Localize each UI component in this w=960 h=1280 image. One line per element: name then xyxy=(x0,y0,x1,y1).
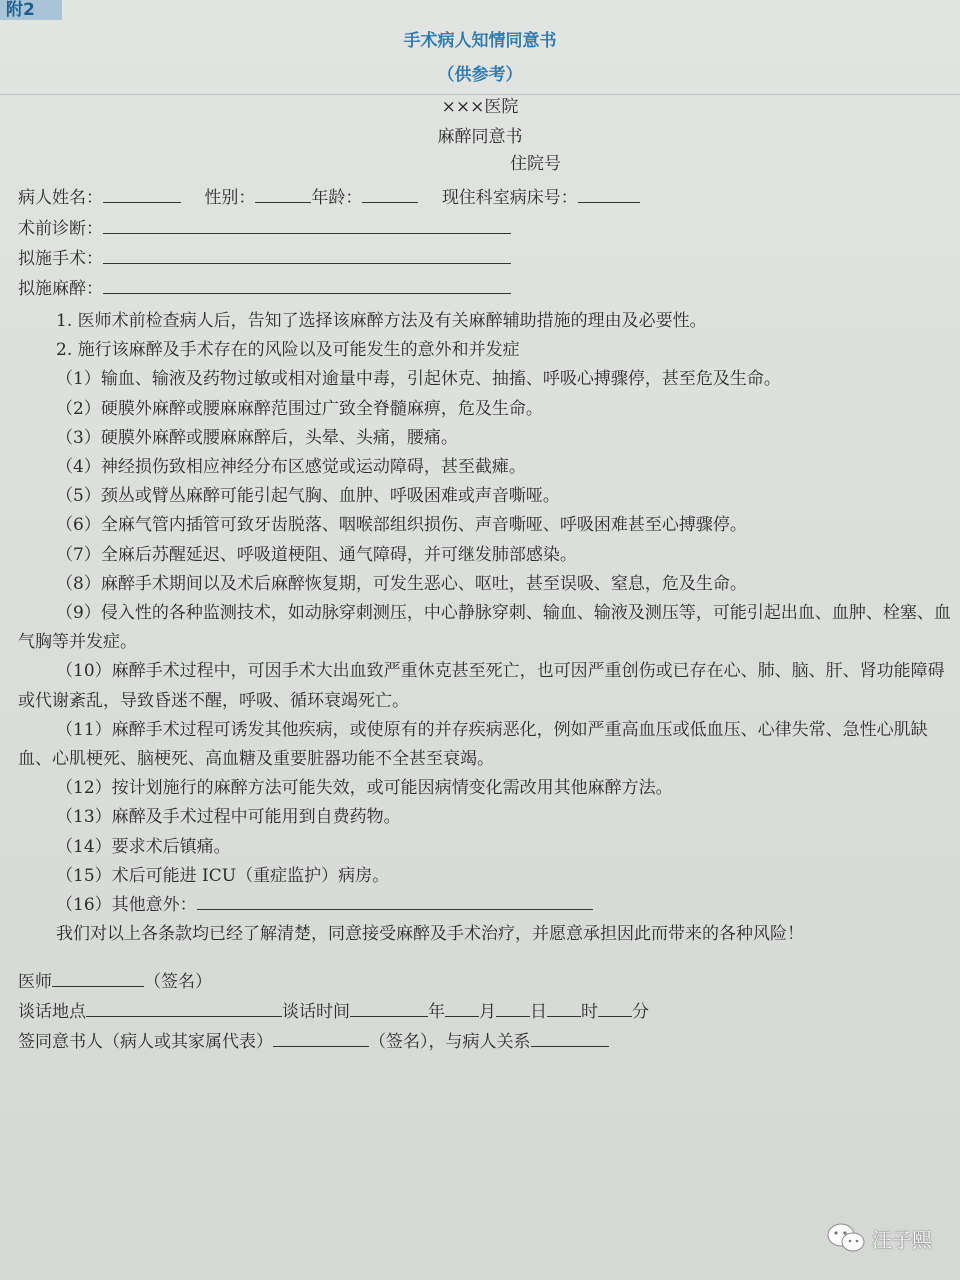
list-item: （12）按计划施行的麻醉方法可能失效，或可能因病情变化需改用其他麻醉方法。 xyxy=(56,778,673,799)
anesthesia-row xyxy=(18,275,511,301)
relationship-field[interactable] xyxy=(531,1028,609,1047)
list-item: （6）全麻气管内插管可致牙齿脱落、咽喉部组织损伤、声音嘶哑、呼吸困难甚至心搏骤停。 xyxy=(56,515,747,536)
list-item: 2. 施行该麻醉及手术存在的风险以及可能发生的意外和并发症 xyxy=(56,340,520,361)
hour-field[interactable] xyxy=(547,998,581,1017)
doctor-label: 医师 xyxy=(18,972,52,992)
list-item: （9）侵入性的各种监测技术，如动脉穿刺测压，中心静脉穿刺、输血、输液及测压等，可能引起出血、血肿、栓塞、血气胸等并发症。 xyxy=(18,603,951,653)
anesthesia-field[interactable] xyxy=(103,275,511,294)
talk-time-label: 谈话时间 xyxy=(282,1002,350,1022)
diagnosis-row xyxy=(18,215,511,241)
other-risk-item xyxy=(18,891,954,920)
talk-info-row xyxy=(18,998,649,1024)
talk-place-label: 谈话地点 xyxy=(18,1002,86,1022)
form-subtitle: （供参考） xyxy=(437,65,523,85)
doctor-signature-row xyxy=(18,968,212,994)
gender-field[interactable] xyxy=(255,184,311,203)
day-label: 日 xyxy=(530,1002,547,1022)
year-field[interactable] xyxy=(350,998,428,1017)
form-title: 手术病人知情同意书 xyxy=(403,31,557,51)
risk-list xyxy=(18,307,954,949)
ward-label: 现住科室病床号： xyxy=(441,188,578,208)
list-item: （1）输血、输液及药物过敏或相对逾量中毒，引起休克、抽搐、呼吸心搏骤停，甚至危及生命。 xyxy=(56,369,781,390)
wechat-icon xyxy=(826,1221,866,1255)
surgery-row xyxy=(18,245,511,271)
surgery-field[interactable] xyxy=(103,245,511,264)
month-field[interactable] xyxy=(445,998,479,1017)
appendix-label: 附2 xyxy=(0,0,62,20)
surgery-label: 拟施手术： xyxy=(18,249,103,269)
age-label: 年龄： xyxy=(311,188,363,208)
ward-field[interactable] xyxy=(578,184,640,203)
consenter-row xyxy=(18,1028,609,1054)
list-item: （4）神经损伤致相应神经分布区感觉或运动障碍，甚至截瘫。 xyxy=(56,457,526,478)
consenter-sign-field[interactable] xyxy=(273,1028,369,1047)
list-item: （10）麻醉手术过程中，可因手术大出血致严重休克甚至死亡，也可因严重创伤或已存在心、肺、脑、肝、肾功能障碍或代谢紊乱，导致昏迷不醒，呼吸、循环衰竭死亡。 xyxy=(18,661,945,711)
gender-label: 性别： xyxy=(204,188,256,208)
year-label: 年 xyxy=(428,1002,445,1022)
list-item: （5）颈丛或臂丛麻醉可能引起气胸、血肿、呼吸困难或声音嘶哑。 xyxy=(56,486,560,507)
patient-info-row xyxy=(18,184,640,210)
minute-field[interactable] xyxy=(598,998,632,1017)
doctor-sign-field[interactable] xyxy=(52,968,144,987)
list-item: （14）要求术后镇痛。 xyxy=(56,836,231,857)
month-label: 月 xyxy=(479,1002,496,1022)
list-item: （11）麻醉手术过程可诱发其他疾病，或使原有的并存疾病恶化，例如严重高血压或低血压、心律失常、急性心肌缺血、心肌梗死、脑梗死、高血糖及重要脏器功能不全甚至衰竭。 xyxy=(18,719,928,770)
minute-label: 分 xyxy=(632,1002,649,1022)
admission-number-label: 住院号 xyxy=(510,154,561,174)
consenter-sign-mark: （签名），与病人关系 xyxy=(369,1032,531,1052)
diagnosis-field[interactable] xyxy=(103,215,511,234)
list-item: （13）麻醉及手术过程中可能用到自费药物。 xyxy=(56,807,401,828)
name-field[interactable] xyxy=(103,184,181,203)
hospital-name: ×××医院 xyxy=(441,97,519,117)
list-item: （2）硬膜外麻醉或腰麻麻醉范围过广致全脊髓麻痹，危及生命。 xyxy=(56,398,543,419)
doctor-sign-mark: （签名） xyxy=(144,972,212,992)
document-name: 麻醉同意书 xyxy=(437,127,523,147)
consent-statement: 我们对以上各条款均已经了解清楚，同意接受麻醉及手术治疗，并愿意承担因此而带来的各种风险！ xyxy=(56,924,804,945)
hour-label: 时 xyxy=(581,1002,598,1022)
watermark-text: 汪子熙 xyxy=(872,1227,932,1252)
other-risk-field[interactable] xyxy=(197,893,593,910)
list-item: （15）术后可能进 ICU（重症监护）病房。 xyxy=(56,865,390,886)
diagnosis-label: 术前诊断： xyxy=(18,219,103,239)
talk-place-field[interactable] xyxy=(86,998,282,1017)
anesthesia-label: 拟施麻醉： xyxy=(18,279,103,299)
other-risk-label: （16）其他意外： xyxy=(56,895,197,916)
list-item: （3）硬膜外麻醉或腰麻麻醉后，头晕、头痛，腰痛。 xyxy=(56,427,458,448)
list-item: （8）麻醉手术期间以及术后麻醉恢复期，可发生恶心、呕吐，甚至误吸、窒息，危及生命。 xyxy=(56,573,747,594)
age-field[interactable] xyxy=(362,184,418,203)
watermark xyxy=(826,1220,932,1256)
list-item: （7）全麻后苏醒延迟、呼吸道梗阻、通气障碍，并可继发肺部感染。 xyxy=(56,544,577,565)
list-item: 1. 医师术前检查病人后，告知了选择该麻醉方法及有关麻醉辅助措施的理由及必要性。 xyxy=(56,311,707,331)
day-field[interactable] xyxy=(496,998,530,1017)
name-label: 病人姓名： xyxy=(18,188,103,208)
consenter-label: 签同意书人（病人或其家属代表） xyxy=(18,1032,273,1052)
